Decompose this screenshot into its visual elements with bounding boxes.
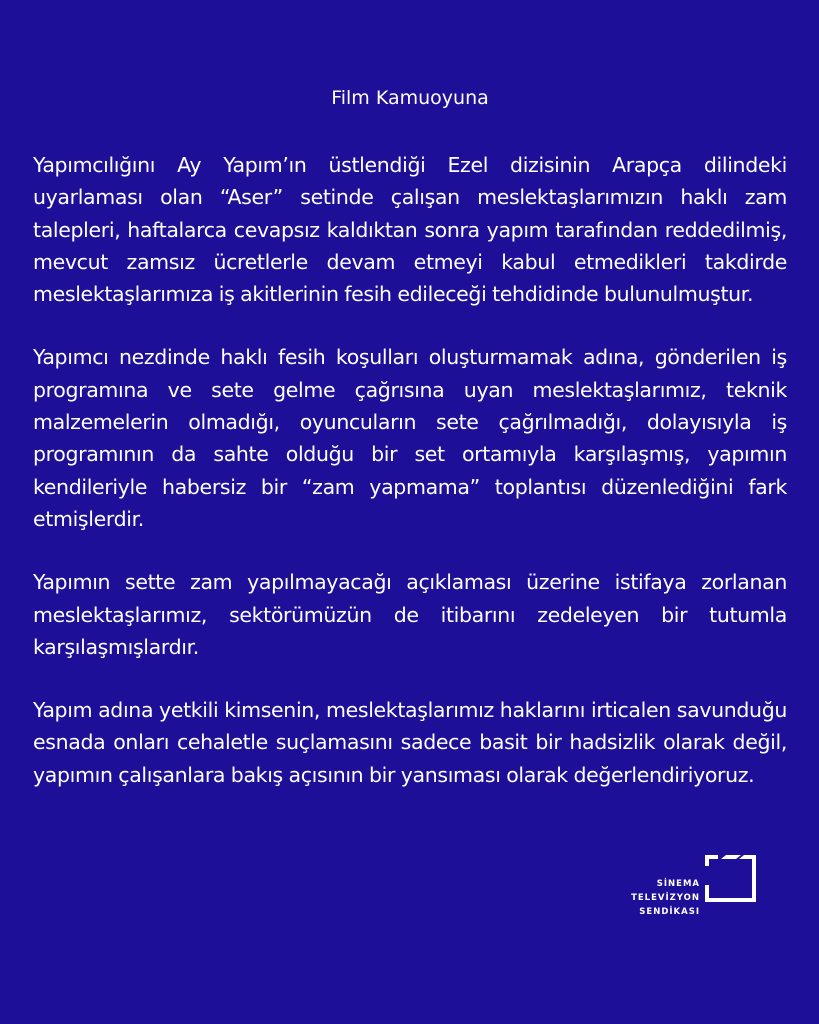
logo-line: TELEVİZYON: [631, 893, 700, 903]
paragraph: Yapımın sette zam yapılmayacağı açıklaması üzerine istifaya zorlanan meslektaşlarımız, sektörümüzün de itibarını zedeleyen bir tutumla karşılaşmışlardır.: [33, 570, 787, 659]
document-title: Film Kamuoyuna: [331, 87, 489, 109]
logo-line: SENDİKASI: [639, 907, 700, 917]
logo-wordmark: [620, 877, 700, 919]
paragraph: Yapım adına yetkili kimsenin, meslektaşlarımız haklarını irticalen savunduğu esnada onları cehaletle suçlamasını sadece basit bir hadsizlik olarak değil, yapımın çalışanlara bakış açısının bir yansıması olarak değerlendiriyoruz.: [33, 698, 787, 787]
logo-line: SİNEMA: [656, 879, 700, 889]
statement: [33, 84, 787, 822]
paragraph: Yapımcılığını Ay Yapım’ın üstlendiği Ezel dizisinin Arapça dilindeki uyarlaması olan “Aser” setinde çalışan meslektaşlarımızın haklı zam talepleri, haftalarca cevapsız kaldıktan sonra yapım tarafından reddedilmiş, mevcut zamsız ücretlerle devam etmeyi kabul etmedikleri takdirde meslektaşlarımıza iş akitlerinin fesih edileceği tehdidinde bulunulmuştur.: [33, 153, 787, 307]
paragraph: Yapımcı nezdinde haklı fesih koşulları oluşturmamak adına, gönderilen iş programına ve sete gelme çağrısına uyan meslektaşlarımız, teknik malzemelerin olmadığı, oyuncuların sete çağrılmadığı, dolayısıyla iş programının da sahte olduğu bir set ortamıyla karşılaşmış, yapımın kendileriyle habersiz bir “zam yapmama” toplantısı düzenlediğini fark etmişlerdir.: [33, 345, 787, 531]
union-logo: [620, 855, 760, 930]
